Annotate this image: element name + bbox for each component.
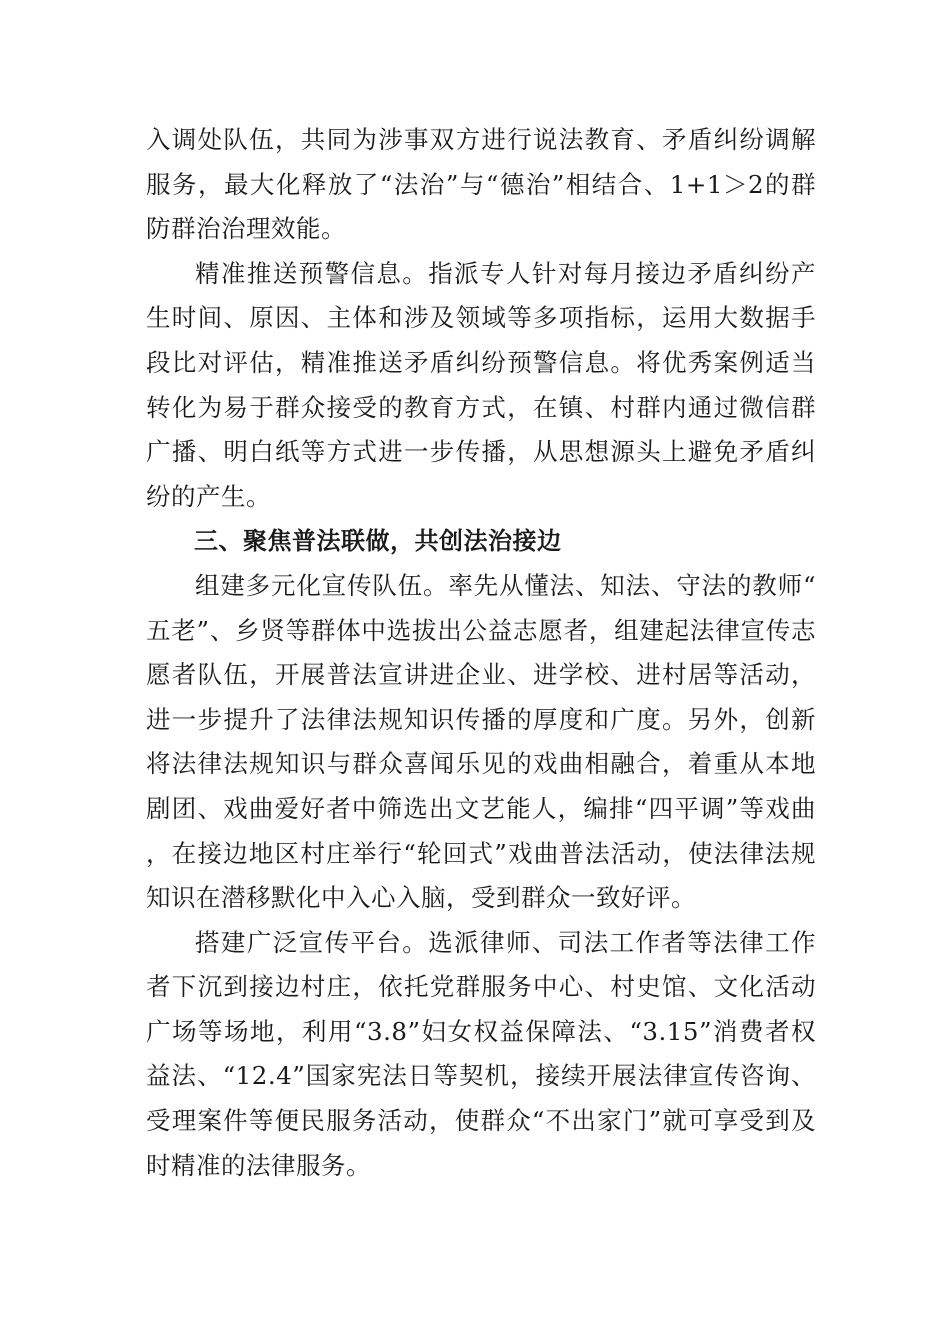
paragraph-publicity-platform: 搭建广泛宣传平台。选派律师、司法工作者等法律工作者下沉到接边村庄，依托党群服务中心、村史馆、文化活动广场等场地，利用“3.8”妇女权益保障法、“3.15”消费者权益法、“12.4”国家宪法日等契机，接续开展法律宣传咨询、受理案件等便民服务活动，使群众“不出家门”就可享受到及时精准的法律服务。 bbox=[146, 927, 816, 1180]
paragraph-continued: 入调处队伍，共同为涉事双方进行说法教育、矛盾纠纷调解服务，最大化释放了“法治”与“德治”相结合、1+1＞2的群防群治治理效能。 bbox=[146, 125, 816, 244]
paragraph-early-warning: 精准推送预警信息。指派专人针对每月接边矛盾纠纷产生时间、原因、主体和涉及领域等多项指标，运用大数据手段比对评估，精准推送矛盾纠纷预警信息。将优秀案例适当转化为易于群众接受的教育方式，在镇、村群内通过微信群广播、明白纸等方式进一步传播，从思想源头上避免矛盾纠纷的产生。 bbox=[146, 258, 816, 511]
paragraph-publicity-team: 组建多元化宣传队伍。率先从懂法、知法、守法的教师“五老”、乡贤等群体中选拔出公益志愿者，组建起法律宣传志愿者队伍，开展普法宣讲进企业、进学校、进村居等活动，进一步提升了法律法规知识传播的厚度和广度。另外，创新将法律法规知识与群众喜闻乐见的戏曲相融合，着重从本地剧团、戏曲爱好者中筛选出文艺能人，编排“四平调”等戏曲，在接边地区村庄举行“轮回式”戏曲普法活动，使法律法规知识在潜移默化中入心入脑，受到群众一致好评。 bbox=[146, 570, 816, 913]
section-heading-3: 三、聚焦普法联做，共创法治接边 bbox=[194, 527, 562, 556]
document-body bbox=[146, 118, 816, 1188]
